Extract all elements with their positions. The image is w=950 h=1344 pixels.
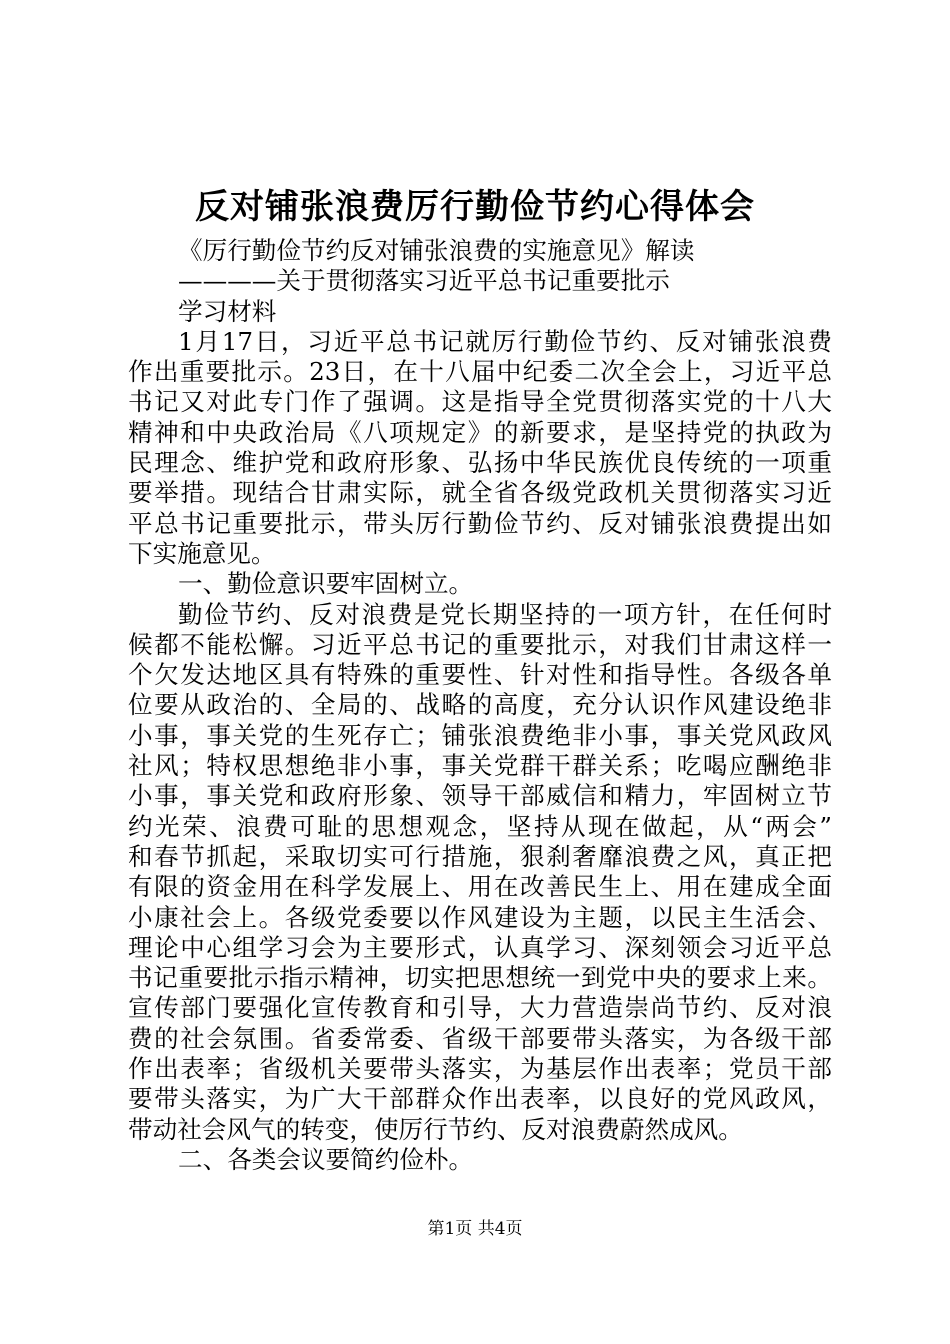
paragraph-line: 精神和中央政治局《八项规定》的新要求，是坚持党的执政为 [128, 417, 832, 447]
document-title: 反对铺张浪费厉行勤俭节约心得体会 [195, 187, 755, 227]
paragraph-line: 位要从政治的、全局的、战略的高度，充分认识作风建设绝非 [128, 690, 832, 720]
paragraph-line: 小事，事关党和政府形象、领导干部威信和精力，牢固树立节 [128, 781, 832, 811]
paragraph-line: 费的社会氛围。省委常委、省级干部要带头落实，为各级干部 [128, 1023, 832, 1053]
paragraph-line: 平总书记重要批示，带头厉行勤俭节约、反对铺张浪费提出如 [128, 508, 832, 538]
paragraph-line: 约光荣、浪费可耻的思想观念，坚持从现在做起，从“两会” [128, 811, 832, 841]
page-number-footer: 第1页 共4页 [427, 1219, 523, 1239]
paragraph-line: 下实施意见。 [128, 538, 276, 568]
paragraph-line: 和春节抓起，采取切实可行措施，狠刹奢靡浪费之风，真正把 [128, 841, 832, 871]
paragraph-line: 书记重要批示指示精神，切实把思想统一到党中央的要求上来。 [128, 963, 832, 993]
paragraph-line: 小康社会上。各级党委要以作风建设为主题，以民主生活会、 [128, 902, 832, 932]
paragraph-line: 民理念、维护党和政府形象、弘扬中华民族优良传统的一项重 [128, 448, 832, 478]
paragraph-line: 宣传部门要强化宣传教育和引导，大力营造崇尚节约、反对浪 [128, 993, 832, 1023]
section-heading: 一、勤俭意识要牢固树立。 [178, 569, 474, 599]
section-heading: 二、各类会议要简约俭朴。 [178, 1144, 474, 1174]
subtitle-line: ————关于贯彻落实习近平总书记重要批示 [178, 266, 670, 296]
paragraph-line: 个欠发达地区具有特殊的重要性、针对性和指导性。各级各单 [128, 660, 832, 690]
paragraph-line: 候都不能松懈。习近平总书记的重要批示，对我们甘肃这样一 [128, 629, 832, 659]
paragraph-line: 作出重要批示。23日，在十八届中纪委二次全会上，习近平总 [128, 357, 832, 387]
paragraph-line: 勤俭节约、反对浪费是党长期坚持的一项方针，在任何时 [178, 599, 832, 629]
paragraph-line: 作出表率；省级机关要带头落实，为基层作出表率；党员干部 [128, 1054, 832, 1084]
document-body [128, 236, 832, 1175]
subtitle-line: 《厉行勤俭节约反对铺张浪费的实施意见》解读 [178, 236, 695, 265]
paragraph-line: 带动社会风气的转变，使厉行节约、反对浪费蔚然成风。 [128, 1114, 743, 1144]
paragraph-line: 书记又对此专门作了强调。这是指导全党贯彻落实党的十八大 [128, 387, 832, 417]
paragraph-line: 理论中心组学习会为主要形式，认真学习、深刻领会习近平总 [128, 932, 832, 962]
paragraph-line: 1月17日，习近平总书记就厉行勤俭节约、反对铺张浪费 [178, 326, 832, 356]
paragraph-line: 社风；特权思想绝非小事，事关党群干群关系；吃喝应酬绝非 [128, 751, 832, 781]
subtitle-line: 学习材料 [178, 296, 277, 326]
paragraph-line: 要带头落实，为广大干部群众作出表率，以良好的党风政风， [128, 1084, 832, 1114]
paragraph-line: 要举措。现结合甘肃实际，就全省各级党政机关贯彻落实习近 [128, 478, 832, 508]
paragraph-line: 小事，事关党的生死存亡；铺张浪费绝非小事，事关党风政风 [128, 720, 832, 750]
paragraph-line: 有限的资金用在科学发展上、用在改善民生上、用在建成全面 [128, 872, 832, 902]
